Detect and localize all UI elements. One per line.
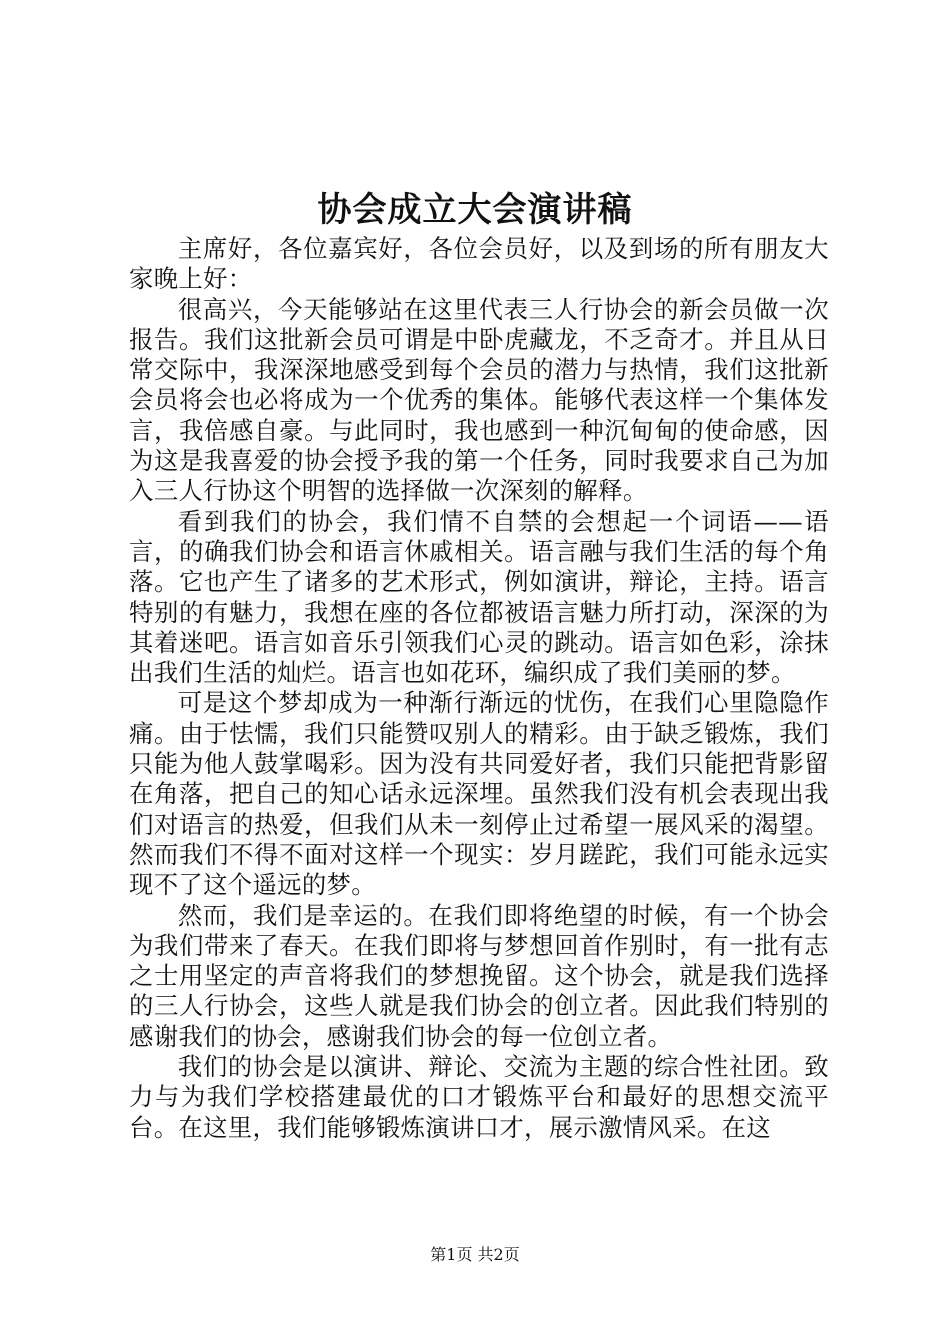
paragraph-greeting: 主席好，各位嘉宾好，各位会员好，以及到场的所有朋友大家晚上好：	[129, 234, 829, 294]
document-title: 协会成立大会演讲稿	[317, 190, 633, 230]
paragraph-4: 可是这个梦却成为一种渐行渐远的忧伤，在我们心里隐隐作痛。由于怯懦，我们只能赞叹别人的精彩。由于缺乏锻炼，我们只能为他人鼓掌喝彩。因为没有共同爱好者，我们只能把背影留在角落，把自己的知心话永远深埋。虽然我们没有机会表现出我们对语言的热爱，但我们从未一刻停止过希望一展风采的渴望。然而我们不得不面对这样一个现实：岁月蹉跎，我们可能永远实现不了这个遥远的梦。	[129, 688, 829, 900]
page-number-footer: 第1页 共2页	[430, 1245, 520, 1264]
paragraph-5: 然而，我们是幸运的。在我们即将绝望的时候，有一个协会为我们带来了春天。在我们即将与梦想回首作别时，有一批有志之士用坚定的声音将我们的梦想挽留。这个协会，就是我们选择的三人行协会，这些人就是我们协会的创立者。因此我们特别的感谢我们的协会，感谢我们协会的每一位创立者。	[129, 900, 829, 1051]
paragraph-2: 很高兴，今天能够站在这里代表三人行协会的新会员做一次报告。我们这批新会员可谓是中卧虎藏龙，不乏奇才。并且从日常交际中，我深深地感受到每个会员的潜力与热情，我们这批新会员将会也必将成为一个优秀的集体。能够代表这样一个集体发言，我倍感自豪。与此同时，我也感到一种沉甸甸的使命感，因为这是我喜爱的协会授予我的第一个任务，同时我要求自己为加入三人行协这个明智的选择做一次深刻的解释。	[129, 294, 829, 506]
document-body	[129, 234, 829, 1143]
paragraph-3: 看到我们的协会，我们情不自禁的会想起一个词语——语言，的确我们协会和语言休戚相关。语言融与我们生活的每个角落。它也产生了诸多的艺术形式，例如演讲，辩论，主持。语言特别的有魅力，我想在座的各位都被语言魅力所打动，深深的为其着迷吧。语言如音乐引领我们心灵的跳动。语言如色彩，涂抹出我们生活的灿烂。语言也如花环，编织成了我们美丽的梦。	[129, 506, 829, 688]
paragraph-6: 我们的协会是以演讲、辩论、交流为主题的综合性社团。致力与为我们学校搭建最优的口才锻炼平台和最好的思想交流平台。在这里，我们能够锻炼演讲口才，展示激情风采。在这	[129, 1052, 829, 1142]
